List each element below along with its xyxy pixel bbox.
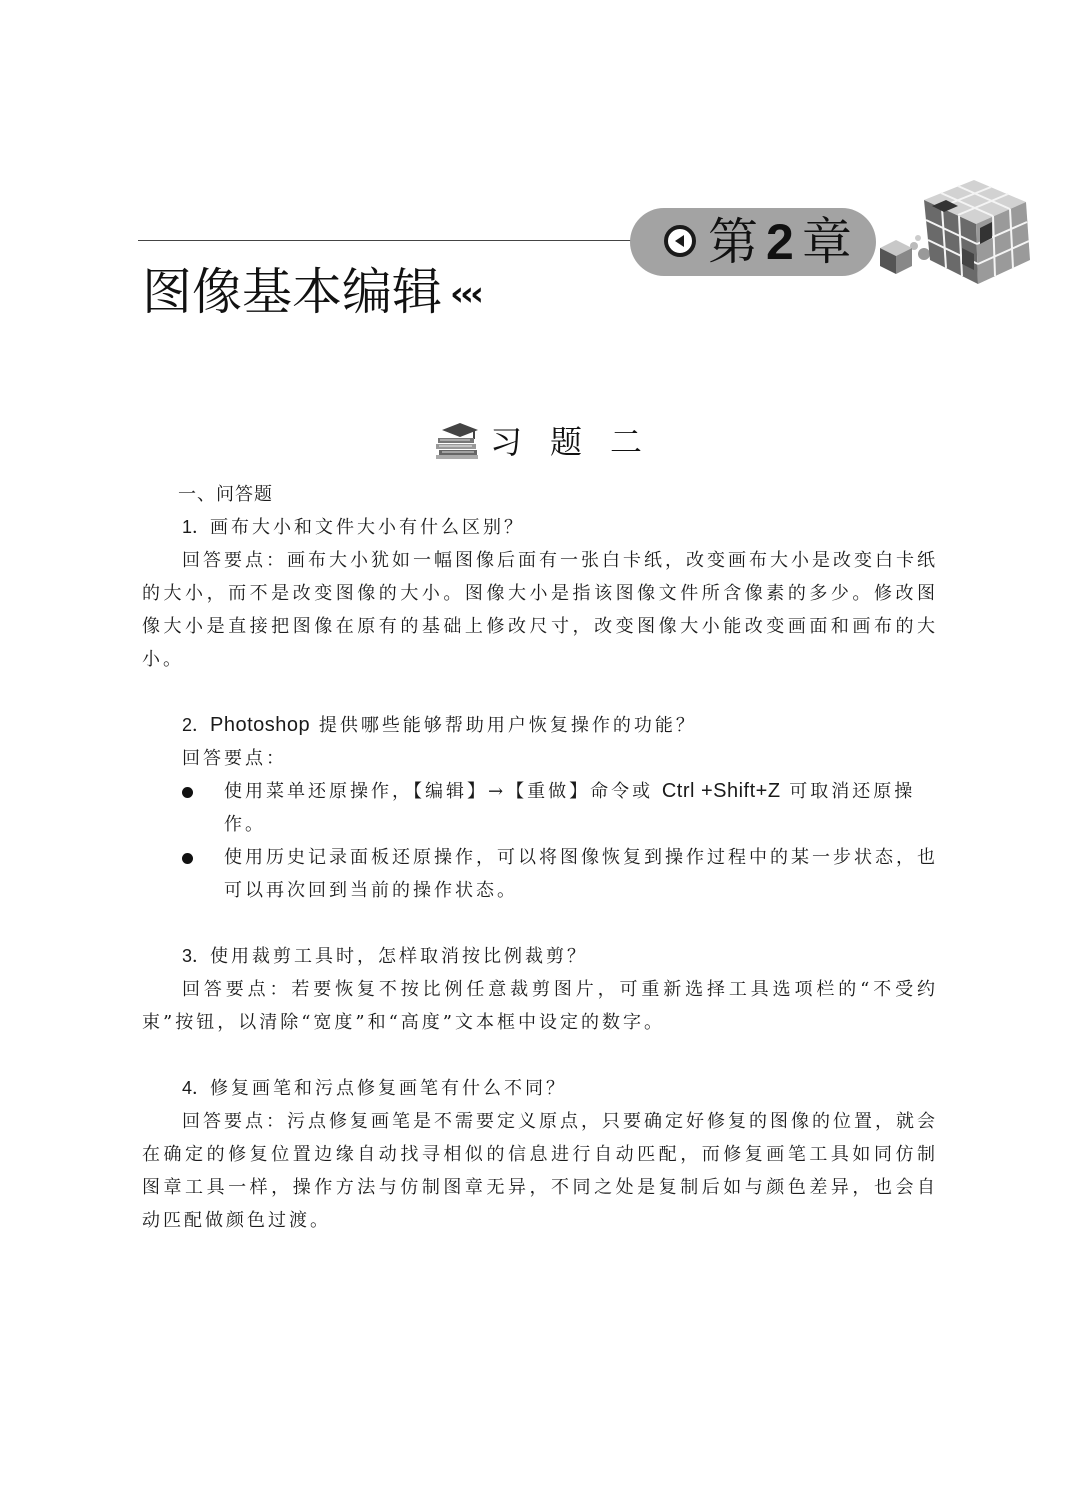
document-body — [142, 478, 938, 1237]
chapter-title: 图像基本编辑 ‹‹‹ — [142, 263, 481, 321]
answer-4: 回答要点：污点修复画笔是不需要定义原点，只要确定好修复的图像的位置，就会在确定的修复位置边缘自动找寻相似的信息进行自动匹配，而修复画笔工具如同仿制图章工具一样，操作方法与仿制图章无异，不同之处是复制后如与颜色差异，也会自动匹配做颜色过渡。 — [142, 1111, 938, 1231]
question-1: 1．画布大小和文件大小有什么区别？ — [182, 517, 526, 538]
answer-2-label: 回答要点： — [182, 748, 287, 769]
section-heading — [434, 418, 670, 462]
section-title: 习题二 — [490, 423, 671, 461]
list-item: 使用菜单还原操作，【编辑】→【重做】命令或 Ctrl +Shift+Z 可取消还原操作。 — [142, 775, 938, 841]
category-heading: 一、问答题 — [178, 484, 273, 505]
answer-2-list — [142, 775, 938, 907]
bullet-icon — [182, 787, 193, 798]
question-4: 4．修复画笔和污点修复画笔有什么不同？ — [182, 1078, 568, 1099]
cube-logo-icon — [874, 176, 1038, 288]
answer-1: 回答要点：画布大小犹如一幅图像后面有一张白卡纸，改变画布大小是改变白卡纸的大小，而不是改变图像的大小。图像大小是指该图像文件所含像素的多少。修改图像大小是直接把图像在原有的基础上修改尺寸，改变图像大小能改变画面和画布的大小。 — [142, 550, 938, 670]
graduation-books-icon — [434, 420, 482, 460]
header-rule — [138, 240, 698, 241]
bullet-icon — [182, 853, 193, 864]
chapter-label: 第 2 章 — [708, 213, 854, 271]
chevrons-icon: ‹‹‹ — [450, 274, 481, 314]
question-3: 3．使用裁剪工具时，怎样取消按比例裁剪？ — [182, 946, 589, 967]
list-item: 使用历史记录面板还原操作，可以将图像恢复到操作过程中的某一步状态，也可以再次回到当前的操作状态。 — [142, 841, 938, 907]
chapter-badge — [630, 208, 876, 276]
answer-3: 回答要点：若要恢复不按比例任意裁剪图片，可重新选择工具选项栏的“不受约束”按钮，以清除“宽度”和“高度”文本框中设定的数字。 — [142, 979, 938, 1033]
question-2: 2．Photoshop 提供哪些能够帮助用户恢复操作的功能？ — [182, 714, 697, 736]
left-arrow-icon — [664, 225, 696, 257]
